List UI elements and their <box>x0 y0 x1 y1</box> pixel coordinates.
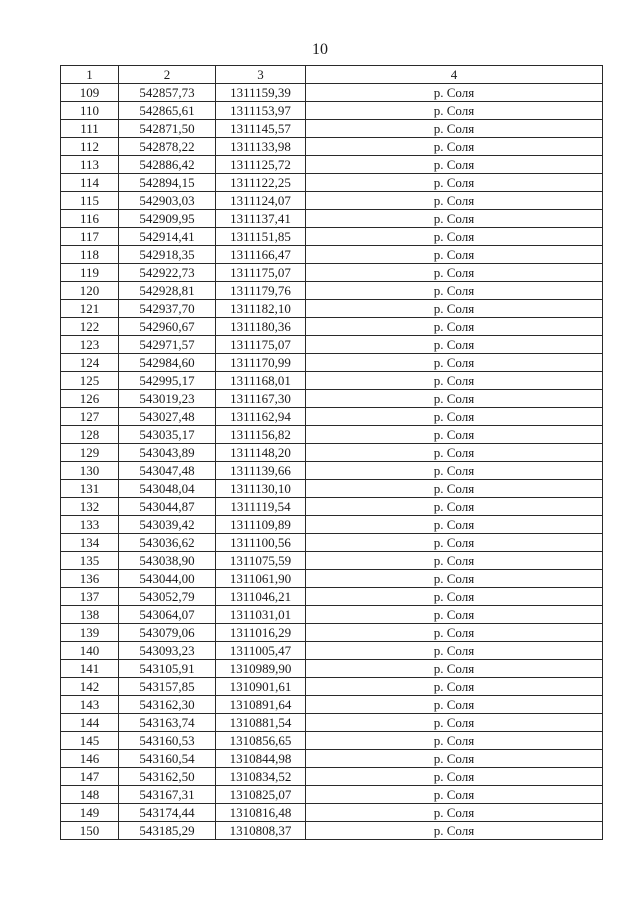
column-header-4: 4 <box>306 66 603 84</box>
table-body <box>61 84 603 840</box>
point-number-cell: 129 <box>61 444 119 462</box>
y-coordinate-cell: 1310901,61 <box>216 678 306 696</box>
table-row <box>61 300 603 318</box>
point-number-cell: 111 <box>61 120 119 138</box>
table-row <box>61 570 603 588</box>
description-cell: р. Соля <box>306 732 603 750</box>
x-coordinate-cell: 543160,54 <box>119 750 216 768</box>
description-cell: р. Соля <box>306 768 603 786</box>
x-coordinate-cell: 543157,85 <box>119 678 216 696</box>
table-row <box>61 228 603 246</box>
point-number-cell: 135 <box>61 552 119 570</box>
y-coordinate-cell: 1310825,07 <box>216 786 306 804</box>
y-coordinate-cell: 1310834,52 <box>216 768 306 786</box>
description-cell: р. Соля <box>306 822 603 840</box>
y-coordinate-cell: 1311182,10 <box>216 300 306 318</box>
point-number-cell: 142 <box>61 678 119 696</box>
point-number-cell: 118 <box>61 246 119 264</box>
x-coordinate-cell: 543019,23 <box>119 390 216 408</box>
description-cell: р. Соля <box>306 714 603 732</box>
table-row <box>61 696 603 714</box>
table-row <box>61 246 603 264</box>
y-coordinate-cell: 1311005,47 <box>216 642 306 660</box>
y-coordinate-cell: 1310816,48 <box>216 804 306 822</box>
description-cell: р. Соля <box>306 120 603 138</box>
table-row <box>61 264 603 282</box>
x-coordinate-cell: 542971,57 <box>119 336 216 354</box>
point-number-cell: 134 <box>61 534 119 552</box>
description-cell: р. Соля <box>306 138 603 156</box>
description-cell: р. Соля <box>306 300 603 318</box>
table-row <box>61 102 603 120</box>
point-number-cell: 148 <box>61 786 119 804</box>
x-coordinate-cell: 542886,42 <box>119 156 216 174</box>
table-row <box>61 336 603 354</box>
y-coordinate-cell: 1311122,25 <box>216 174 306 192</box>
table-row <box>61 786 603 804</box>
table-row <box>61 534 603 552</box>
description-cell: р. Соля <box>306 318 603 336</box>
y-coordinate-cell: 1311148,20 <box>216 444 306 462</box>
description-cell: р. Соля <box>306 192 603 210</box>
x-coordinate-cell: 542928,81 <box>119 282 216 300</box>
y-coordinate-cell: 1311159,39 <box>216 84 306 102</box>
table-row <box>61 660 603 678</box>
description-cell: р. Соля <box>306 804 603 822</box>
y-coordinate-cell: 1311046,21 <box>216 588 306 606</box>
point-number-cell: 131 <box>61 480 119 498</box>
description-cell: р. Соля <box>306 642 603 660</box>
table-row <box>61 480 603 498</box>
table-header-row <box>61 66 603 84</box>
description-cell: р. Соля <box>306 228 603 246</box>
point-number-cell: 140 <box>61 642 119 660</box>
description-cell: р. Соля <box>306 696 603 714</box>
table-row <box>61 138 603 156</box>
point-number-cell: 114 <box>61 174 119 192</box>
column-header-1: 1 <box>61 66 119 84</box>
description-cell: р. Соля <box>306 426 603 444</box>
y-coordinate-cell: 1311179,76 <box>216 282 306 300</box>
y-coordinate-cell: 1311119,54 <box>216 498 306 516</box>
description-cell: р. Соля <box>306 678 603 696</box>
description-cell: р. Соля <box>306 588 603 606</box>
point-number-cell: 136 <box>61 570 119 588</box>
point-number-cell: 124 <box>61 354 119 372</box>
y-coordinate-cell: 1311137,41 <box>216 210 306 228</box>
y-coordinate-cell: 1311124,07 <box>216 192 306 210</box>
description-cell: р. Соля <box>306 174 603 192</box>
column-header-3: 3 <box>216 66 306 84</box>
table-row <box>61 588 603 606</box>
table-row <box>61 354 603 372</box>
x-coordinate-cell: 542871,50 <box>119 120 216 138</box>
table-row <box>61 750 603 768</box>
x-coordinate-cell: 542918,35 <box>119 246 216 264</box>
x-coordinate-cell: 543044,87 <box>119 498 216 516</box>
column-header-2: 2 <box>119 66 216 84</box>
y-coordinate-cell: 1311162,94 <box>216 408 306 426</box>
y-coordinate-cell: 1310881,54 <box>216 714 306 732</box>
y-coordinate-cell: 1311133,98 <box>216 138 306 156</box>
x-coordinate-cell: 542937,70 <box>119 300 216 318</box>
y-coordinate-cell: 1310891,64 <box>216 696 306 714</box>
table-row <box>61 174 603 192</box>
point-number-cell: 145 <box>61 732 119 750</box>
x-coordinate-cell: 542995,17 <box>119 372 216 390</box>
table-row <box>61 120 603 138</box>
description-cell: р. Соля <box>306 246 603 264</box>
y-coordinate-cell: 1310808,37 <box>216 822 306 840</box>
table-row <box>61 822 603 840</box>
x-coordinate-cell: 543036,62 <box>119 534 216 552</box>
y-coordinate-cell: 1311061,90 <box>216 570 306 588</box>
y-coordinate-cell: 1311139,66 <box>216 462 306 480</box>
x-coordinate-cell: 542914,41 <box>119 228 216 246</box>
x-coordinate-cell: 542865,61 <box>119 102 216 120</box>
y-coordinate-cell: 1311130,10 <box>216 480 306 498</box>
table-row <box>61 84 603 102</box>
x-coordinate-cell: 542894,15 <box>119 174 216 192</box>
table-row <box>61 444 603 462</box>
description-cell: р. Соля <box>306 498 603 516</box>
table-row <box>61 732 603 750</box>
point-number-cell: 130 <box>61 462 119 480</box>
description-cell: р. Соля <box>306 516 603 534</box>
y-coordinate-cell: 1311175,07 <box>216 336 306 354</box>
point-number-cell: 119 <box>61 264 119 282</box>
x-coordinate-cell: 543035,17 <box>119 426 216 444</box>
x-coordinate-cell: 543162,50 <box>119 768 216 786</box>
point-number-cell: 110 <box>61 102 119 120</box>
x-coordinate-cell: 543174,44 <box>119 804 216 822</box>
x-coordinate-cell: 543163,74 <box>119 714 216 732</box>
point-number-cell: 132 <box>61 498 119 516</box>
description-cell: р. Соля <box>306 210 603 228</box>
y-coordinate-cell: 1311170,99 <box>216 354 306 372</box>
point-number-cell: 146 <box>61 750 119 768</box>
table-row <box>61 516 603 534</box>
y-coordinate-cell: 1311100,56 <box>216 534 306 552</box>
description-cell: р. Соля <box>306 444 603 462</box>
table-row <box>61 192 603 210</box>
point-number-cell: 115 <box>61 192 119 210</box>
y-coordinate-cell: 1310844,98 <box>216 750 306 768</box>
y-coordinate-cell: 1311166,47 <box>216 246 306 264</box>
y-coordinate-cell: 1311109,89 <box>216 516 306 534</box>
page-number: 10 <box>312 41 328 58</box>
point-number-cell: 143 <box>61 696 119 714</box>
table-row <box>61 318 603 336</box>
y-coordinate-cell: 1311125,72 <box>216 156 306 174</box>
description-cell: р. Соля <box>306 282 603 300</box>
x-coordinate-cell: 542922,73 <box>119 264 216 282</box>
point-number-cell: 120 <box>61 282 119 300</box>
coordinates-table <box>60 65 603 840</box>
y-coordinate-cell: 1310989,90 <box>216 660 306 678</box>
x-coordinate-cell: 543048,04 <box>119 480 216 498</box>
point-number-cell: 109 <box>61 84 119 102</box>
x-coordinate-cell: 542857,73 <box>119 84 216 102</box>
point-number-cell: 112 <box>61 138 119 156</box>
description-cell: р. Соля <box>306 480 603 498</box>
table-row <box>61 282 603 300</box>
table-row <box>61 642 603 660</box>
point-number-cell: 121 <box>61 300 119 318</box>
x-coordinate-cell: 543079,06 <box>119 624 216 642</box>
description-cell: р. Соля <box>306 84 603 102</box>
point-number-cell: 123 <box>61 336 119 354</box>
y-coordinate-cell: 1311145,57 <box>216 120 306 138</box>
x-coordinate-cell: 543185,29 <box>119 822 216 840</box>
description-cell: р. Соля <box>306 156 603 174</box>
table-row <box>61 552 603 570</box>
y-coordinate-cell: 1311075,59 <box>216 552 306 570</box>
x-coordinate-cell: 542903,03 <box>119 192 216 210</box>
description-cell: р. Соля <box>306 786 603 804</box>
x-coordinate-cell: 543027,48 <box>119 408 216 426</box>
y-coordinate-cell: 1311175,07 <box>216 264 306 282</box>
table-row <box>61 408 603 426</box>
description-cell: р. Соля <box>306 408 603 426</box>
table-row <box>61 462 603 480</box>
x-coordinate-cell: 543160,53 <box>119 732 216 750</box>
point-number-cell: 138 <box>61 606 119 624</box>
description-cell: р. Соля <box>306 354 603 372</box>
y-coordinate-cell: 1311031,01 <box>216 606 306 624</box>
x-coordinate-cell: 543105,91 <box>119 660 216 678</box>
point-number-cell: 147 <box>61 768 119 786</box>
x-coordinate-cell: 543064,07 <box>119 606 216 624</box>
table-row <box>61 678 603 696</box>
point-number-cell: 126 <box>61 390 119 408</box>
point-number-cell: 141 <box>61 660 119 678</box>
description-cell: р. Соля <box>306 570 603 588</box>
y-coordinate-cell: 1311153,97 <box>216 102 306 120</box>
y-coordinate-cell: 1311168,01 <box>216 372 306 390</box>
table-row <box>61 714 603 732</box>
point-number-cell: 116 <box>61 210 119 228</box>
description-cell: р. Соля <box>306 660 603 678</box>
description-cell: р. Соля <box>306 264 603 282</box>
table-row <box>61 390 603 408</box>
description-cell: р. Соля <box>306 462 603 480</box>
description-cell: р. Соля <box>306 390 603 408</box>
point-number-cell: 149 <box>61 804 119 822</box>
x-coordinate-cell: 543093,23 <box>119 642 216 660</box>
x-coordinate-cell: 542909,95 <box>119 210 216 228</box>
table-row <box>61 426 603 444</box>
point-number-cell: 117 <box>61 228 119 246</box>
y-coordinate-cell: 1311180,36 <box>216 318 306 336</box>
description-cell: р. Соля <box>306 624 603 642</box>
point-number-cell: 128 <box>61 426 119 444</box>
description-cell: р. Соля <box>306 102 603 120</box>
x-coordinate-cell: 543162,30 <box>119 696 216 714</box>
y-coordinate-cell: 1311016,29 <box>216 624 306 642</box>
y-coordinate-cell: 1311156,82 <box>216 426 306 444</box>
x-coordinate-cell: 543043,89 <box>119 444 216 462</box>
point-number-cell: 127 <box>61 408 119 426</box>
description-cell: р. Соля <box>306 372 603 390</box>
point-number-cell: 144 <box>61 714 119 732</box>
x-coordinate-cell: 542984,60 <box>119 354 216 372</box>
point-number-cell: 137 <box>61 588 119 606</box>
table-row <box>61 624 603 642</box>
point-number-cell: 150 <box>61 822 119 840</box>
x-coordinate-cell: 543052,79 <box>119 588 216 606</box>
y-coordinate-cell: 1310856,65 <box>216 732 306 750</box>
description-cell: р. Соля <box>306 552 603 570</box>
x-coordinate-cell: 543167,31 <box>119 786 216 804</box>
x-coordinate-cell: 543039,42 <box>119 516 216 534</box>
point-number-cell: 113 <box>61 156 119 174</box>
table-row <box>61 804 603 822</box>
point-number-cell: 125 <box>61 372 119 390</box>
y-coordinate-cell: 1311151,85 <box>216 228 306 246</box>
x-coordinate-cell: 543047,48 <box>119 462 216 480</box>
point-number-cell: 122 <box>61 318 119 336</box>
y-coordinate-cell: 1311167,30 <box>216 390 306 408</box>
table-row <box>61 156 603 174</box>
description-cell: р. Соля <box>306 534 603 552</box>
table-row <box>61 606 603 624</box>
point-number-cell: 133 <box>61 516 119 534</box>
description-cell: р. Соля <box>306 336 603 354</box>
table-row <box>61 372 603 390</box>
point-number-cell: 139 <box>61 624 119 642</box>
x-coordinate-cell: 543038,90 <box>119 552 216 570</box>
description-cell: р. Соля <box>306 606 603 624</box>
description-cell: р. Соля <box>306 750 603 768</box>
table-row <box>61 498 603 516</box>
x-coordinate-cell: 542878,22 <box>119 138 216 156</box>
table-row <box>61 768 603 786</box>
x-coordinate-cell: 543044,00 <box>119 570 216 588</box>
table-row <box>61 210 603 228</box>
x-coordinate-cell: 542960,67 <box>119 318 216 336</box>
